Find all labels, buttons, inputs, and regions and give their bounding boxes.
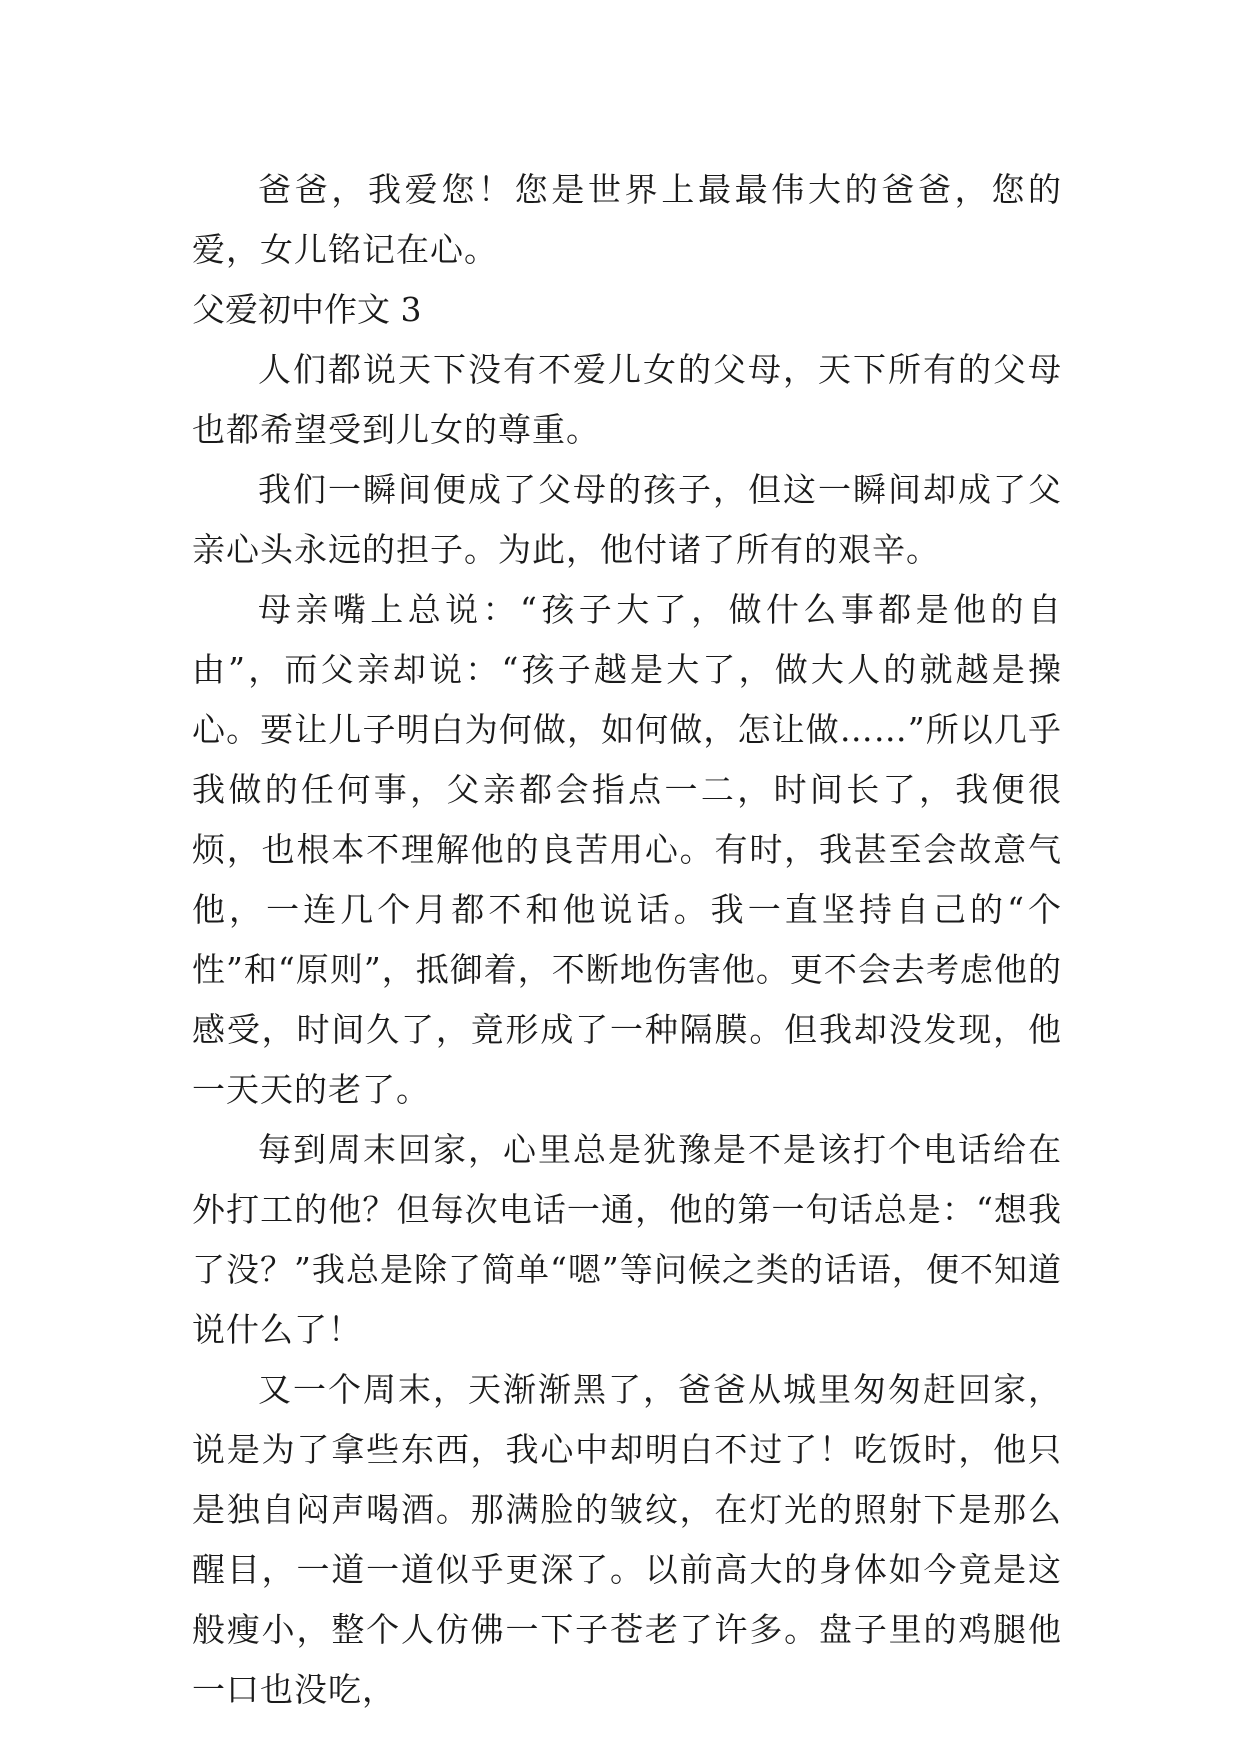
paragraph: 爸爸，我爱您！您是世界上最最伟大的爸爸，您的爱，女儿铭记在心。 xyxy=(192,170,1062,269)
document-body xyxy=(192,160,1062,1720)
paragraph: 又一个周末，天渐渐黑了，爸爸从城里匆匆赶回家，说是为了拿些东西，我心中却明白不过了！吃饭时，他只是独自闷声喝酒。那满脸的皱纹，在灯光的照射下是那么醒目，一道一道似乎更深了。以前高大的身体如今竟是这般瘦小，整个人仿佛一下子苍老了许多。盘子里的鸡腿他一口也没吃， xyxy=(192,1370,1062,1709)
paragraph: 我们一瞬间便成了父母的孩子，但这一瞬间却成了父亲心头永远的担子。为此，他付诸了所有的艰辛。 xyxy=(192,470,1062,569)
paragraph: 每到周末回家，心里总是犹豫是不是该打个电话给在外打工的他？但每次电话一通，他的第一句话总是：“想我了没？”我总是除了简单“嗯”等问候之类的话语，便不知道说什么了！ xyxy=(192,1130,1062,1349)
paragraph: 母亲嘴上总说：“孩子大了，做什么事都是他的自由”，而父亲却说：“孩子越是大了，做大人的就越是操心。要让儿子明白为何做，如何做，怎让做……”所以几乎我做的任何事，父亲都会指点一二，时间长了，我便很烦，也根本不理解他的良苦用心。有时，我甚至会故意气他，一连几个月都不和他说话。我一直坚持自己的“个性”和“原则”，抵御着，不断地伤害他。更不会去考虑他的感受，时间久了，竟形成了一种隔膜。但我却没发现，他一天天的老了。 xyxy=(192,590,1062,1109)
section-heading: 父爱初中作文 3 xyxy=(192,290,422,329)
paragraph: 人们都说天下没有不爱儿女的父母，天下所有的父母也都希望受到儿女的尊重。 xyxy=(192,350,1062,449)
